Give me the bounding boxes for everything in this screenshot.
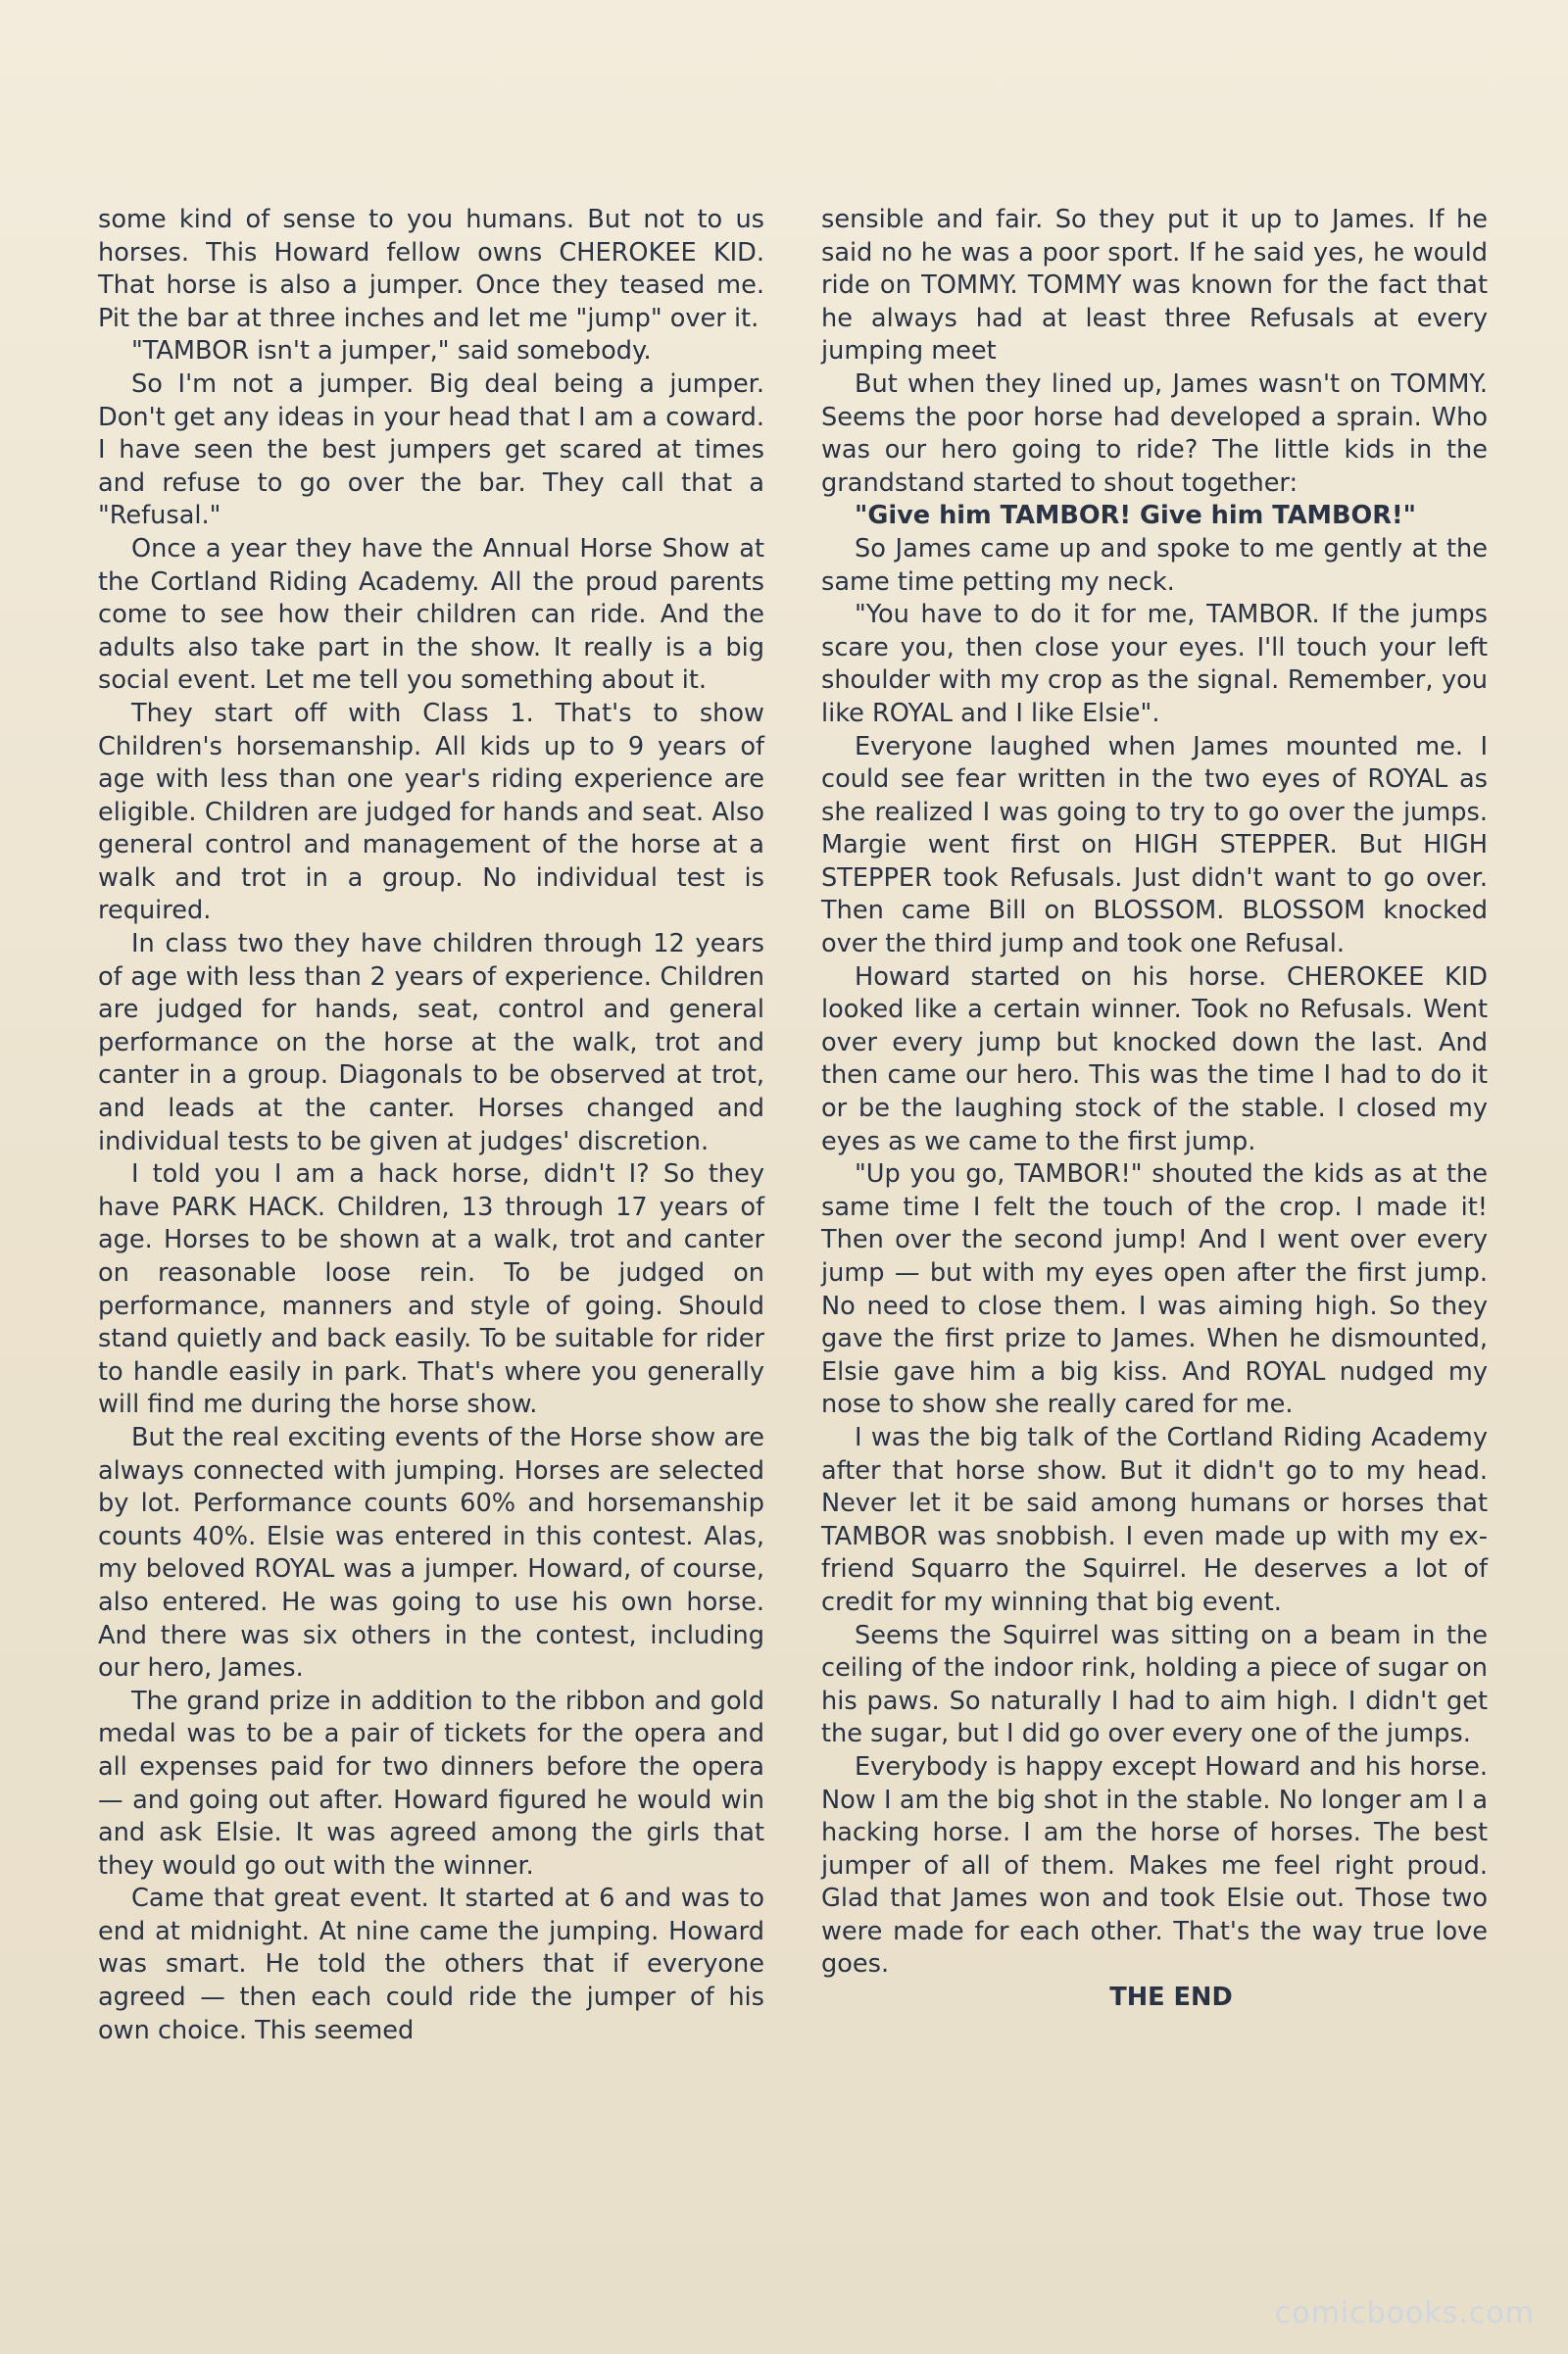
paragraph: They start off with Class 1. That's to show Children's horsemanship. All kids up to 9 years of age with less than one year's riding experience are eligible. Children are judged for hands and seat. Also general control and management of the horse at a walk and trot in a group. No individual test is required. (98, 698, 764, 926)
paragraph: Came that great event. It started at 6 and was to end at midnight. At nine came the jumping. Howard was smart. He told the others that if everyone agreed — then each could ride the jumper of his own choice. This seemed (98, 1884, 764, 2045)
paragraph: sensible and fair. So they put it up to James. If he said no he was a poor sport. If he said yes, he would ride on TOMMY. TOMMY was known for the fact that he always had at least three Refusals at every jumping meet (821, 205, 1488, 367)
paragraph: But when they lined up, James wasn't on TOMMY. Seems the poor horse had developed a sprain. Who was our hero going to ride? The little kids in the grandstand started to shout together: (821, 368, 1488, 498)
paragraph: Everybody is happy except Howard and his horse. Now I am the big shot in the stable. No longer am I a hacking horse. I am the horse of horses. The best jumper of all of them. Makes me feel right proud. Glad that James won and took Elsie out. Those two were made for each other. That's the way true love goes. (821, 1751, 1488, 1980)
paragraph: "Give him TAMBOR! Give him TAMBOR!" (855, 501, 1416, 531)
the-end-heading: THE END (1109, 1983, 1233, 2013)
left-column (98, 204, 764, 2047)
paragraph: "You have to do it for me, TAMBOR. If the jumps scare you, then close your eyes. I'll touch your left shoulder with my crop as the signal. Remember, you like ROYAL and I like Elsie". (821, 600, 1488, 728)
right-column (821, 204, 1488, 2015)
paragraph: In class two they have children through 12 years of age with less than 2 years of experience. Children are judged for hands, seat, control and general performance on the horse at the walk, trot and canter in a group. Diagonals to be observed at trot, and leads at the canter. Horses changed and individual tests to be given at judges' discretion. (98, 929, 764, 1156)
paragraph: Seems the Squirrel was sitting on a beam in the ceiling of the indoor rink, holding a piece of sugar on his paws. So naturally I had to aim high. I didn't get the sugar, but I did go over every one of the jumps. (821, 1620, 1488, 1749)
paragraph: So James came up and spoke to me gently at the same time petting my neck. (821, 533, 1488, 597)
paragraph: "Up you go, TAMBOR!" shouted the kids as at the same time I felt the touch of the crop. I made it! Then over the second jump! And I went over every jump — but with my eyes open after the first jump. No need to close them. I was aiming high. So they gave the first prize to James. When he dismounted, Elsie gave him a big kiss. And ROYAL nudged my nose to show she really cared for me. (821, 1159, 1488, 1420)
paragraph: some kind of sense to you humans. But not to us horses. This Howard fellow owns CHEROKEE KID. That horse is also a jumper. Once they teased me. Pit the bar at three inches and let me "jump" over it. (98, 205, 764, 333)
paragraph: I told you I am a hack horse, didn't I? So they have PARK HACK. Children, 13 through 17 years of age. Horses to be shown at a walk, trot and canter on reasonable loose rein. To be judged on performance, manners and style of going. Should stand quietly and back easily. To be suitable for rider to handle easily in park. That's where you generally will find me during the horse show. (98, 1159, 764, 1420)
paragraph: "TAMBOR isn't a jumper," said somebody. (131, 336, 652, 367)
paragraph: I was the big talk of the Cortland Riding Academy after that horse show. But it didn't go to my head. Never let it be said among humans or horses that TAMBOR was snobbish. I even made up with my ex-friend Squarro the Squirrel. He deserves a lot of credit for my winning that big event. (821, 1422, 1488, 1617)
paragraph: So I'm not a jumper. Big deal being a jumper. Don't get any ideas in your head that I am a coward. I have seen the best jumpers get scared at times and refuse to go over the bar. They call that a "Refusal." (98, 368, 764, 531)
paragraph: Once a year they have the Annual Horse Show at the Cortland Riding Academy. All the proud parents come to see how their children can ride. And the adults also take part in the show. It really is a big social event. Let me tell you something about it. (98, 533, 764, 696)
paragraph: The grand prize in addition to the ribbon and gold medal was to be a pair of tickets for the opera and all expenses paid for two dinners before the opera — and going out after. Howard figured he would win and ask Elsie. It was agreed among the girls that they would go out with the winner. (98, 1686, 764, 1881)
paragraph: Everyone laughed when James mounted me. I could see fear written in the two eyes of ROYAL as she realized I was going to try to go over the jumps. Margie went first on HIGH STEPPER. But HIGH STEPPER took Refusals. Just didn't want to go over. Then came Bill on BLOSSOM. BLOSSOM knocked over the third jump and took one Refusal. (821, 731, 1488, 959)
paragraph: Howard started on his horse. CHEROKEE KID looked like a certain winner. Took no Refusals. Went over every jump but knocked down the last. And then came our hero. This was the time I had to do it or be the laughing stock of the stable. I closed my eyes as we came to the first jump. (821, 961, 1488, 1156)
watermark: comicbooks.com (1274, 2296, 1535, 2330)
paragraph: But the real exciting events of the Horse show are always connected with jumping. Horses are selected by lot. Performance counts 60% and horsemanship counts 40%. Elsie was entered in this contest. Alas, my beloved ROYAL was a jumper. Howard, of course, also entered. He was going to use his own horse. And there was six others in the contest, including our hero, James. (98, 1422, 764, 1684)
